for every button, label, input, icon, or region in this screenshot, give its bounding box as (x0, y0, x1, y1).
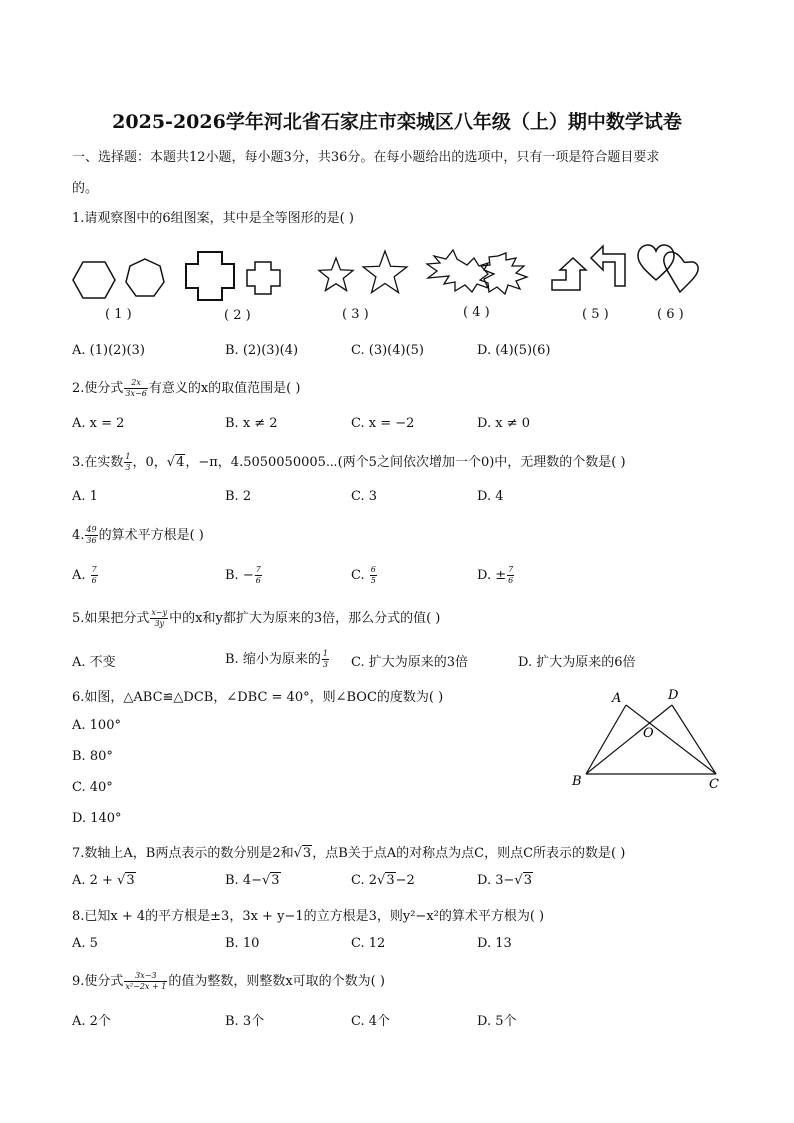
q7-option-a-pre: A. 2 + (72, 873, 118, 888)
segment-db (586, 705, 672, 774)
q7-option-b-sqrt: √3 (261, 873, 280, 888)
q7-stem-pre: 7.数轴上A，B两点表示的数分别是2和 (72, 846, 294, 861)
q1-figure-label-3: ( 3 ) (342, 307, 369, 322)
q7-option-c-sqrt: √3 (377, 873, 395, 888)
q1-option-a[interactable]: A. (1)(2)(3) (72, 343, 145, 358)
q7-option-b-rad: 3 (271, 873, 280, 888)
q9-frac-num: 3x−3 (124, 971, 167, 982)
q9-option-a[interactable]: A. 2个 (72, 1014, 111, 1029)
point-c-label: C (709, 777, 719, 792)
q6-option-c[interactable]: C. 40° (72, 780, 113, 795)
q4-stem-pre: 4. (72, 528, 85, 543)
segment-ab (586, 705, 626, 774)
point-d-label: D (668, 688, 679, 703)
q5-stem-post: 中的x和y都扩大为原来的3倍，那么分式的值( ) (169, 611, 441, 626)
q8-stem: 8.已知x + 4的平方根是±3，3x + y−1的立方根是3，则y²−x²的算术平方根为( ) (72, 909, 545, 924)
q4-frac-num: 49 (86, 525, 97, 534)
section-instructions-line2: 的。 (72, 181, 99, 196)
q8-option-b[interactable]: B. 10 (225, 936, 260, 951)
q6-option-d[interactable]: D. 140° (72, 811, 122, 826)
q6-option-a[interactable]: A. 100° (72, 718, 121, 733)
q1-figure-label-6: ( 6 ) (657, 307, 684, 322)
q2-frac-num: 2x (124, 378, 147, 389)
q5-frac-den: 3y (154, 619, 165, 628)
q9-option-c[interactable]: C. 4个 (351, 1014, 391, 1029)
point-b-label: B (572, 774, 582, 789)
q3-stem-mid: ，0， (132, 455, 167, 470)
q1-figure-label-4: ( 4 ) (463, 305, 490, 320)
q4-option-b-den: 6 (255, 576, 261, 585)
q7-stem (72, 842, 625, 861)
q7-option-a-sqrt: √3 (117, 873, 135, 888)
q2-frac-den: 3x−6 (125, 389, 147, 398)
q9-fraction (124, 971, 167, 992)
q7-option-d-sqrt: √3 (514, 873, 532, 888)
q3-option-d[interactable]: D. 4 (477, 489, 504, 504)
q4-option-b-num: 7 (255, 565, 261, 574)
q9-stem-post: 的值为整数，则整数x可取的个数为( ) (168, 974, 385, 989)
q4-option-d-num: 7 (508, 565, 514, 574)
q5-option-b-num: 1 (322, 649, 328, 658)
q3-frac-num: 1 (125, 452, 131, 461)
q2-option-c[interactable]: C. x = −2 (351, 416, 415, 431)
segment-dc (672, 705, 716, 774)
q9-option-d[interactable]: D. 5个 (477, 1014, 517, 1029)
q2-option-d[interactable]: D. x ≠ 0 (477, 416, 530, 431)
q4-option-a-den: 6 (91, 576, 97, 585)
q4-option-c-prefix: C. (351, 568, 369, 583)
section-instructions-line1: 一、选择题：本题共12小题，每小题3分，共36分。在每小题给出的选项中，只有一项是符合题目要求 (72, 150, 660, 165)
q3-frac-den: 3 (125, 463, 131, 472)
q4-frac-den: 36 (86, 536, 97, 545)
q7-option-d-pre: D. 3− (477, 873, 515, 888)
q4-option-b-prefix: B. − (225, 568, 254, 583)
q9-frac-den: x²−2x + 1 (125, 982, 167, 991)
q3-option-c[interactable]: C. 3 (351, 489, 378, 504)
q7-option-c[interactable] (351, 873, 415, 888)
q6-option-b[interactable]: B. 80° (72, 749, 113, 764)
page-title: 2025-2026学年河北省石家庄市栾城区八年级（上）期中数学试卷 (112, 111, 682, 133)
q3-sqrt-radicand: 4 (176, 455, 185, 470)
q4-stem-post: 的算术平方根是( ) (98, 528, 204, 543)
q6-stem: 6.如图，△ABC≌△DCB，∠DBC = 40°，则∠BOC的度数为( ) (72, 690, 444, 705)
q8-option-a[interactable]: A. 5 (72, 936, 98, 951)
q3-sqrt: √4 (166, 455, 185, 470)
q7-option-a[interactable] (72, 873, 136, 888)
q7-sqrt: √3 (293, 846, 312, 861)
q7-option-b[interactable] (225, 873, 281, 888)
q5-frac-num: x−y (151, 608, 168, 617)
q7-option-b-pre: B. 4− (225, 873, 262, 888)
q1-option-d[interactable]: D. (4)(5)(6) (477, 343, 551, 358)
q2-stem-pre: 2.使分式 (72, 381, 124, 396)
q3-option-b[interactable]: B. 2 (225, 489, 252, 504)
q7-option-d[interactable] (477, 873, 533, 888)
q7-sqrt-radicand: 3 (302, 846, 312, 861)
q2-option-b[interactable]: B. x ≠ 2 (225, 416, 278, 431)
q8-option-d[interactable]: D. 13 (477, 936, 512, 951)
q5-option-b-den: 3 (322, 660, 328, 669)
point-o-label: O (643, 726, 654, 741)
q2-stem-post: 有意义的x的取值范围是( ) (148, 381, 301, 396)
q7-option-c-post: −2 (395, 873, 415, 888)
q3-stem-pre: 3.在实数 (72, 455, 124, 470)
point-a-label: A (612, 691, 622, 706)
q4-option-c-den: 5 (370, 576, 376, 585)
q1-stem: 1.请观察图中的6组图案，其中是全等图形的是( ) (72, 211, 354, 226)
q9-stem-pre: 9.使分式 (72, 974, 124, 989)
q5-option-a[interactable]: A. 不变 (72, 655, 116, 670)
q7-option-c-pre: C. 2 (351, 873, 378, 888)
q5-option-b-text: B. 缩小为原来的 (225, 652, 321, 667)
q9-stem (72, 970, 385, 992)
q5-option-d[interactable]: D. 扩大为原来的6倍 (518, 655, 636, 670)
q2-option-a[interactable]: A. x = 2 (72, 416, 125, 431)
q9-option-b[interactable]: B. 3个 (225, 1014, 265, 1029)
q5-option-c[interactable]: C. 扩大为原来的3倍 (351, 655, 469, 670)
q4-option-d-prefix: D. ± (477, 568, 507, 583)
q4-option-d-den: 6 (508, 576, 514, 585)
q4-option-c-num: 6 (370, 565, 376, 574)
q1-figure-label-2: ( 2 ) (224, 308, 251, 323)
q1-figure-label-5: ( 5 ) (582, 307, 609, 322)
q1-option-b[interactable]: B. (2)(3)(4) (225, 343, 299, 358)
segment-ac (626, 705, 716, 774)
q5-stem-pre: 5.如果把分式 (72, 611, 150, 626)
q3-stem-post: ，−π，4.5050050005⋯(两个5之间依次增加一个0)中，无理数的个数是( ) (185, 455, 626, 470)
q1-figure-label-1: ( 1 ) (105, 307, 132, 322)
q3-option-a[interactable]: A. 1 (72, 489, 98, 504)
q4-option-a-num: 7 (91, 565, 97, 574)
q7-option-a-rad: 3 (126, 873, 135, 888)
q7-option-c-rad: 3 (386, 873, 395, 888)
q1-option-c[interactable]: C. (3)(4)(5) (351, 343, 424, 358)
q8-option-c[interactable]: C. 12 (351, 936, 386, 951)
q7-stem-post: ，点B关于点A的对称点为点C，则点C所表示的数是( ) (312, 846, 626, 861)
q4-option-a-prefix: A. (72, 568, 90, 583)
q7-option-d-rad: 3 (523, 873, 532, 888)
